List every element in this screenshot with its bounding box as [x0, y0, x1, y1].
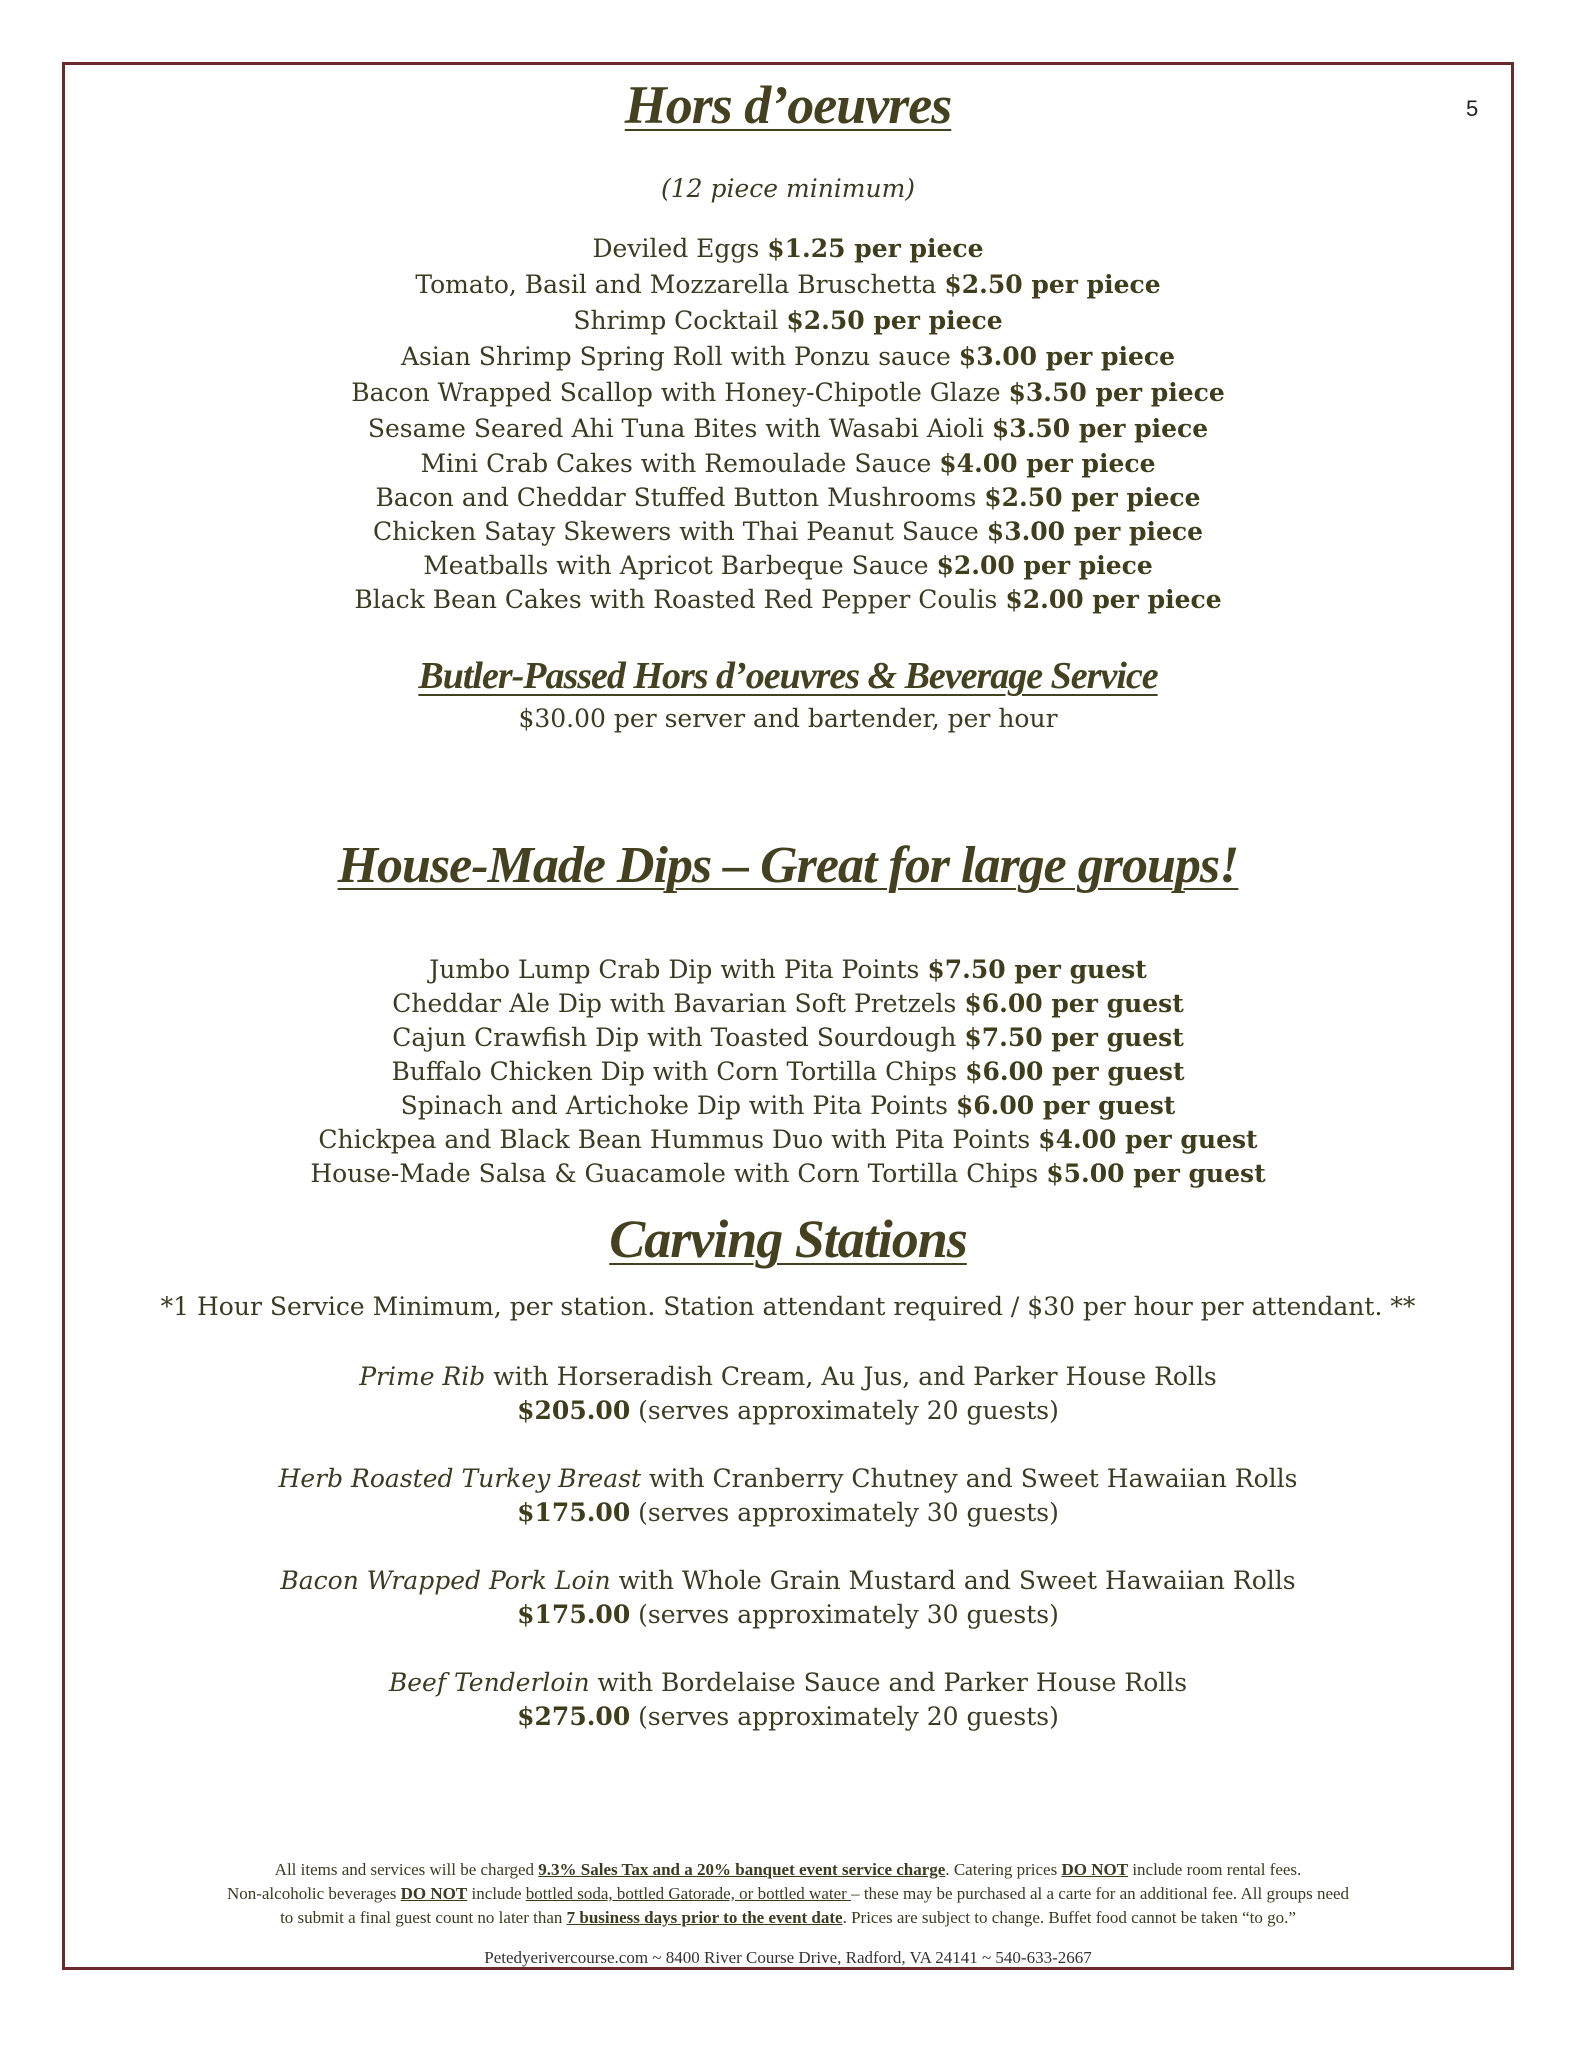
policy-text	[62, 1858, 1514, 1930]
item-name: Cheddar Ale Dip with Bavarian Soft Pretzels	[392, 989, 957, 1018]
carving-item	[62, 1360, 1514, 1428]
menu-item	[62, 375, 1514, 411]
item-name: Cajun Crawfish Dip with Toasted Sourdough	[392, 1023, 957, 1052]
carving-item-desc: with Bordelaise Sauce and Parker House Rolls	[597, 1668, 1188, 1697]
item-price: $2.50 per piece	[984, 483, 1201, 512]
item-name: Asian Shrimp Spring Roll with Ponzu sauce	[400, 342, 951, 371]
carving-item-title-line	[62, 1462, 1514, 1496]
menu-item	[62, 411, 1514, 447]
item-price: $6.00 per guest	[955, 1091, 1176, 1120]
item-name: Black Bean Cakes with Roasted Red Pepper Coulis	[354, 585, 998, 614]
carving-item-price-line	[62, 1394, 1514, 1428]
dip-item	[62, 987, 1514, 1021]
policy-text-segment: . Catering prices	[945, 1860, 1062, 1879]
dip-item	[62, 1021, 1514, 1055]
dips-list	[62, 953, 1514, 1191]
carving-item-serves: (serves approximately 30 guests)	[638, 1498, 1059, 1527]
carving-item-desc: with Horseradish Cream, Au Jus, and Parker House Rolls	[493, 1362, 1217, 1391]
policy-deadline: 7 business days prior to the event date	[566, 1908, 843, 1927]
item-price: $1.25 per piece	[767, 234, 984, 263]
menu-item	[62, 515, 1514, 549]
item-price: $7.50 per guest	[927, 955, 1147, 984]
carving-item-price: $175.00	[517, 1498, 631, 1527]
policy-text-segment: . Prices are subject to change. Buffet food cannot be taken “to go.”	[842, 1908, 1296, 1927]
policy-line-1	[62, 1858, 1514, 1882]
policy-text-segment: include	[467, 1884, 526, 1903]
item-name: Shrimp Cocktail	[573, 306, 779, 335]
item-name: Meatballs with Apricot Barbeque Sauce	[423, 551, 929, 580]
carving-item-serves: (serves approximately 20 guests)	[638, 1396, 1059, 1425]
menu-item	[62, 549, 1514, 583]
carving-item-title-line	[62, 1564, 1514, 1598]
item-price: $4.00 per guest	[1038, 1125, 1258, 1154]
item-name: Deviled Eggs	[592, 234, 760, 263]
butler-text: $30.00 per server and bartender, per hour	[518, 704, 1058, 733]
item-name: Sesame Seared Ahi Tuna Bites with Wasabi Aioli	[367, 414, 984, 443]
item-price: $6.00 per guest	[964, 989, 1184, 1018]
dip-item	[62, 1055, 1514, 1089]
dip-item	[62, 1157, 1514, 1191]
item-price: $4.00 per piece	[939, 449, 1156, 478]
item-name: Bacon Wrapped Scallop with Honey-Chipotle Glaze	[351, 378, 1001, 407]
carving-item-name: Herb Roasted Turkey Breast	[278, 1464, 642, 1493]
policy-text-segment: to submit a final guest count no later than	[280, 1908, 567, 1927]
item-price: $3.00 per piece	[958, 342, 1176, 371]
policy-text-segment: Non-alcoholic beverages	[226, 1884, 401, 1903]
dips-title: House-Made Dips – Great for large groups!	[337, 837, 1239, 894]
carving-item	[62, 1666, 1514, 1734]
dip-item	[62, 953, 1514, 987]
item-price: $2.50 per piece	[786, 306, 1003, 335]
item-name: Tomato, Basil and Mozzarella Bruschetta	[415, 270, 937, 299]
hors-title: Hors d’oeuvres	[624, 75, 952, 135]
menu-item	[62, 447, 1514, 481]
carving-item	[62, 1564, 1514, 1632]
dip-item	[62, 1089, 1514, 1123]
carving-item-name: Prime Rib	[359, 1362, 486, 1391]
carving-item-name: Beef Tenderloin	[388, 1668, 590, 1697]
hors-list	[62, 231, 1514, 617]
butler-title: Butler-Passed Hors d’oeuvres & Beverage Service	[418, 655, 1158, 697]
carving-item-desc: with Whole Grain Mustard and Sweet Hawaiian Rolls	[618, 1566, 1296, 1595]
page-number: 5	[1466, 96, 1479, 121]
item-name: House-Made Salsa & Guacamole with Corn Tortilla Chips	[310, 1159, 1039, 1188]
carving-item-desc: with Cranberry Chutney and Sweet Hawaiian Rolls	[649, 1464, 1298, 1493]
policy-line-2	[62, 1882, 1514, 1906]
carving-item-serves: (serves approximately 30 guests)	[638, 1600, 1059, 1629]
policy-text-segment: include room rental fees.	[1128, 1860, 1302, 1879]
carving-item-price-line	[62, 1700, 1514, 1734]
item-name: Jumbo Lump Crab Dip with Pita Points	[429, 955, 920, 984]
carving-item-price: $175.00	[517, 1600, 631, 1629]
menu-item	[62, 481, 1514, 515]
carving-note: *1 Hour Service Minimum, per station. Station attendant required / $30 per hour per attendant. **	[160, 1292, 1416, 1321]
item-price: $3.50 per piece	[1008, 378, 1225, 407]
carving-item-title-line	[62, 1666, 1514, 1700]
policy-line-3	[62, 1906, 1514, 1930]
carving-title: Carving Stations	[609, 1209, 967, 1269]
carving-item-title-line	[62, 1360, 1514, 1394]
item-name: Buffalo Chicken Dip with Corn Tortilla Chips	[391, 1057, 958, 1086]
carving-item-price: $205.00	[517, 1396, 631, 1425]
policy-beverages: bottled soda, bottled Gatorade, or bottled water	[525, 1884, 852, 1903]
policy-emphasis: DO NOT	[400, 1884, 468, 1903]
menu-item	[62, 583, 1514, 617]
item-name: Bacon and Cheddar Stuffed Button Mushrooms	[375, 483, 977, 512]
footer-contact: Petedyerivercourse.com ~ 8400 River Course Drive, Radford, VA 24141 ~ 540-633-2667	[484, 1948, 1092, 1967]
item-name: Mini Crab Cakes with Remoulade Sauce	[420, 449, 932, 478]
item-price: $3.50 per piece	[991, 414, 1209, 443]
policy-tax-charge: 9.3% Sales Tax and a 20% banquet event service charge	[538, 1860, 946, 1879]
item-price: $2.00 per piece	[936, 551, 1153, 580]
menu-item	[62, 267, 1514, 303]
menu-item	[62, 231, 1514, 267]
item-price: $2.50 per piece	[944, 270, 1161, 299]
item-price: $6.00 per guest	[965, 1057, 1185, 1086]
item-price: $3.00 per piece	[986, 517, 1204, 546]
carving-item-name: Bacon Wrapped Pork Loin	[280, 1566, 611, 1595]
item-name: Chickpea and Black Bean Hummus Duo with Pita Points	[318, 1125, 1031, 1154]
dip-item	[62, 1123, 1514, 1157]
item-price: $2.00 per piece	[1005, 585, 1222, 614]
hors-subtitle: (12 piece minimum)	[660, 174, 916, 203]
item-price: $7.50 per guest	[964, 1023, 1184, 1052]
carving-item-serves: (serves approximately 20 guests)	[638, 1702, 1059, 1731]
carving-list	[62, 1360, 1514, 1768]
policy-text-segment: – these may be purchased al a carte for an additional fee. All groups need	[851, 1884, 1350, 1903]
carving-item	[62, 1462, 1514, 1530]
carving-item-price-line	[62, 1598, 1514, 1632]
item-name: Chicken Satay Skewers with Thai Peanut Sauce	[372, 517, 979, 546]
carving-item-price: $275.00	[517, 1702, 631, 1731]
menu-item	[62, 339, 1514, 375]
carving-item-price-line	[62, 1496, 1514, 1530]
policy-text-segment: All items and services will be charged	[274, 1860, 539, 1879]
item-name: Spinach and Artichoke Dip with Pita Points	[400, 1091, 948, 1120]
menu-item	[62, 303, 1514, 339]
item-price: $5.00 per guest	[1046, 1159, 1266, 1188]
policy-emphasis: DO NOT	[1061, 1860, 1129, 1879]
